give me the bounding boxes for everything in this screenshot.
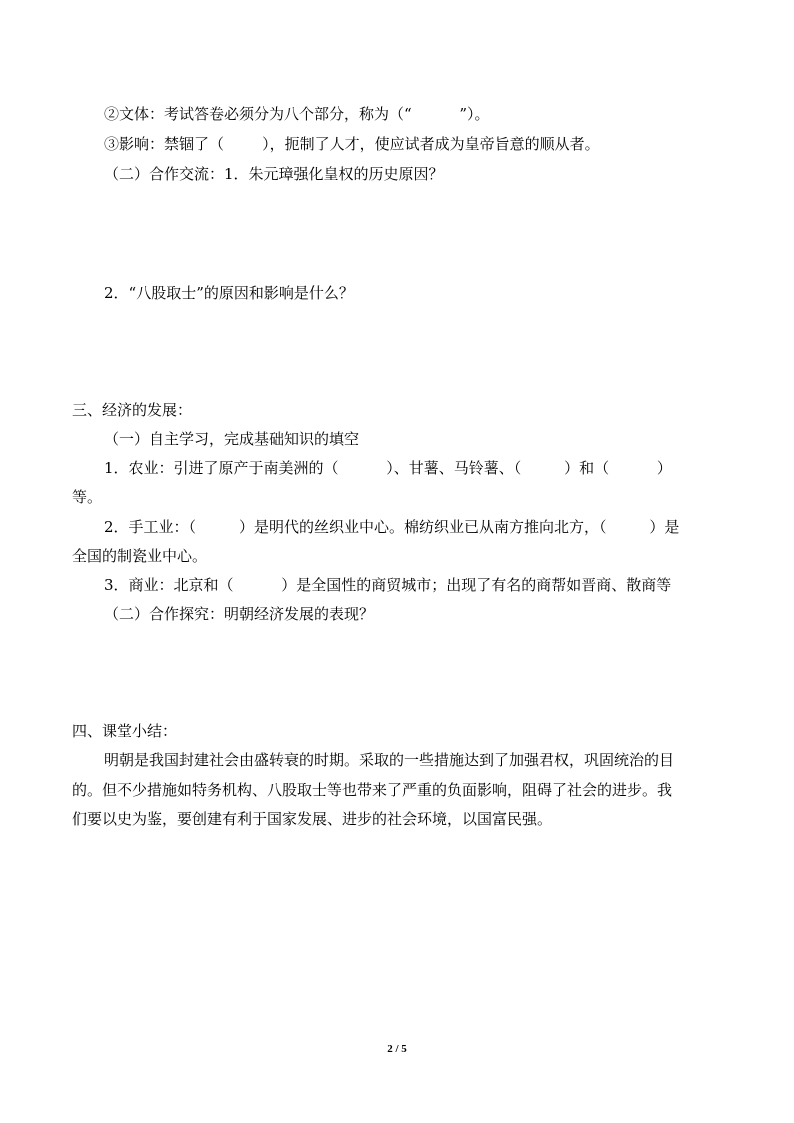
paragraph-line: 们要以史为鉴，要创建有利于国家发展、进步的社会环境，以国富民强。 xyxy=(72,810,553,828)
subsection-heading: （二）合作探究：明朝经济发展的表现？ xyxy=(104,605,375,623)
page-number: 2 / 5 xyxy=(387,1043,407,1055)
text-line: ③影响：禁锢了（ ），扼制了人才，使应试者成为皇帝旨意的顺从者。 xyxy=(104,135,600,153)
text-line: 2．手工业：（ ）是明代的丝织业中心。棉纺织业已从南方推向北方，（ ）是 xyxy=(104,518,680,536)
paragraph-line: 的。但不少措施如特务机构、八股取士等也带来了严重的负面影响，阻碍了社会的进步。我 xyxy=(72,781,673,799)
text-line: 全国的制瓷业中心。 xyxy=(72,547,208,565)
text-line: ②文体：考试答卷必须分为八个部分，称为（“ ”）。 xyxy=(104,105,490,123)
text-line: 3．商业：北京和（ ）是全国性的商贸城市；出现了有名的商帮如晋商、散商等 xyxy=(104,576,672,594)
paragraph-line: 明朝是我国封建社会由盛转衰的时期。采取的一些措施达到了加强君权，巩固统治的目 xyxy=(104,751,675,769)
section-heading: 四、课堂小结： xyxy=(72,722,178,740)
text-line: 等。 xyxy=(72,488,103,506)
question-heading: （二）合作交流：1．朱元璋强化皇权的历史原因？ xyxy=(104,165,444,183)
text-line: 1．农业：引进了原产于南美洲的（ ）、甘薯、马铃薯、（ ）和（ ） xyxy=(104,459,672,477)
subsection-heading: （一）自主学习，完成基础知识的填空 xyxy=(104,430,360,448)
question-heading: 2．“八股取士”的原因和影响是什么？ xyxy=(104,284,354,302)
section-heading: 三、经济的发展： xyxy=(72,401,193,419)
